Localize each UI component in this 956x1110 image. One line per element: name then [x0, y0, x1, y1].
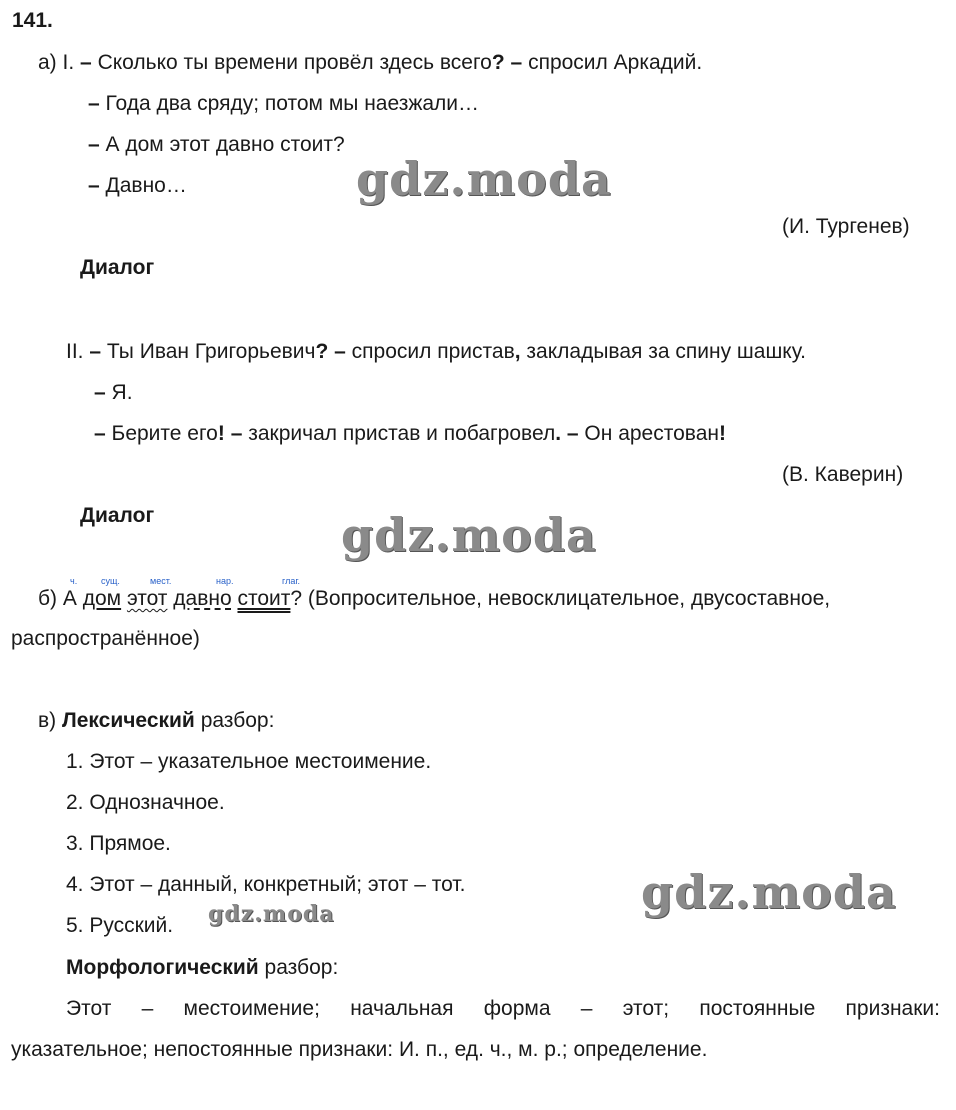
watermark: gdz.moda: [208, 901, 335, 927]
dialog1-line3: – А дом этот давно стоит?: [88, 133, 345, 156]
lexical-item-3: 3. Прямое.: [66, 832, 171, 855]
part-a-label: а): [38, 51, 57, 74]
word-adverbial: давно: [173, 587, 232, 610]
dialog1-source: (И. Тургенев): [782, 215, 910, 238]
part-c-lexical-heading: в) Лексический разбор:: [38, 709, 275, 732]
part-c-label: в): [38, 709, 57, 732]
watermark: gdz.moda: [341, 508, 597, 562]
lexical-item-2: 2. Однозначное.: [66, 791, 225, 814]
dialog2-source: (В. Каверин): [782, 463, 904, 486]
morphological-heading: Морфологический разбор:: [66, 956, 339, 979]
dialog2-line1: II. – Ты Иван Григорьевич? – спросил пристав, закладывая за спину шашку.: [66, 340, 806, 363]
annotation-noun: сущ.: [101, 576, 120, 586]
exercise-number: 141.: [12, 9, 53, 32]
lexical-item-5: 5. Русский.: [66, 914, 174, 937]
dialog1-verdict: Диалог: [80, 256, 155, 279]
annotation-adverb: нар.: [216, 576, 234, 586]
annotation-particle: ч.: [70, 576, 78, 586]
watermark: gdz.moda: [356, 152, 612, 206]
dialog2-roman: II.: [66, 340, 84, 363]
dialog1-line4: – Давно…: [88, 174, 187, 197]
word-attribute: этот: [126, 587, 168, 610]
annotation-pronoun: мест.: [150, 576, 172, 586]
lexical-item-1: 1. Этот – указательное местоимение.: [66, 750, 432, 773]
dialog2-line2: – Я.: [94, 381, 133, 404]
part-b-sentence: б) А дом этот давно стоит? (Вопросительное, невосклицательное, двусоставное,: [38, 587, 831, 610]
annotation-verb: глаг.: [282, 576, 301, 586]
word-subject: дом: [82, 587, 122, 610]
lexical-item-4: 4. Этот – данный, конкретный; этот – тот.: [66, 873, 466, 896]
morphological-line2: указательное; непостоянные признаки: И. п., ед. ч., м. р.; определение.: [11, 1038, 708, 1061]
dialog2-line3: – Берите его! – закричал пристав и побагровел. – Он арестован!: [94, 422, 726, 445]
word-predicate: стоит: [237, 587, 291, 610]
part-b-label: б): [38, 587, 58, 610]
dialog2-verdict: Диалог: [80, 504, 155, 527]
dialog1-line1: а) I. – Сколько ты времени провёл здесь всего? – спросил Аркадий.: [38, 51, 703, 74]
watermark: gdz.moda: [641, 865, 897, 919]
dialog1-roman: I.: [62, 51, 75, 74]
part-b-line2: распространённое): [11, 627, 200, 650]
dialog1-line2: – Года два сряду; потом мы наезжали…: [88, 92, 480, 115]
morphological-line1: Этот – местоимение; начальная форма – этот; постоянные признаки:: [66, 997, 940, 1020]
